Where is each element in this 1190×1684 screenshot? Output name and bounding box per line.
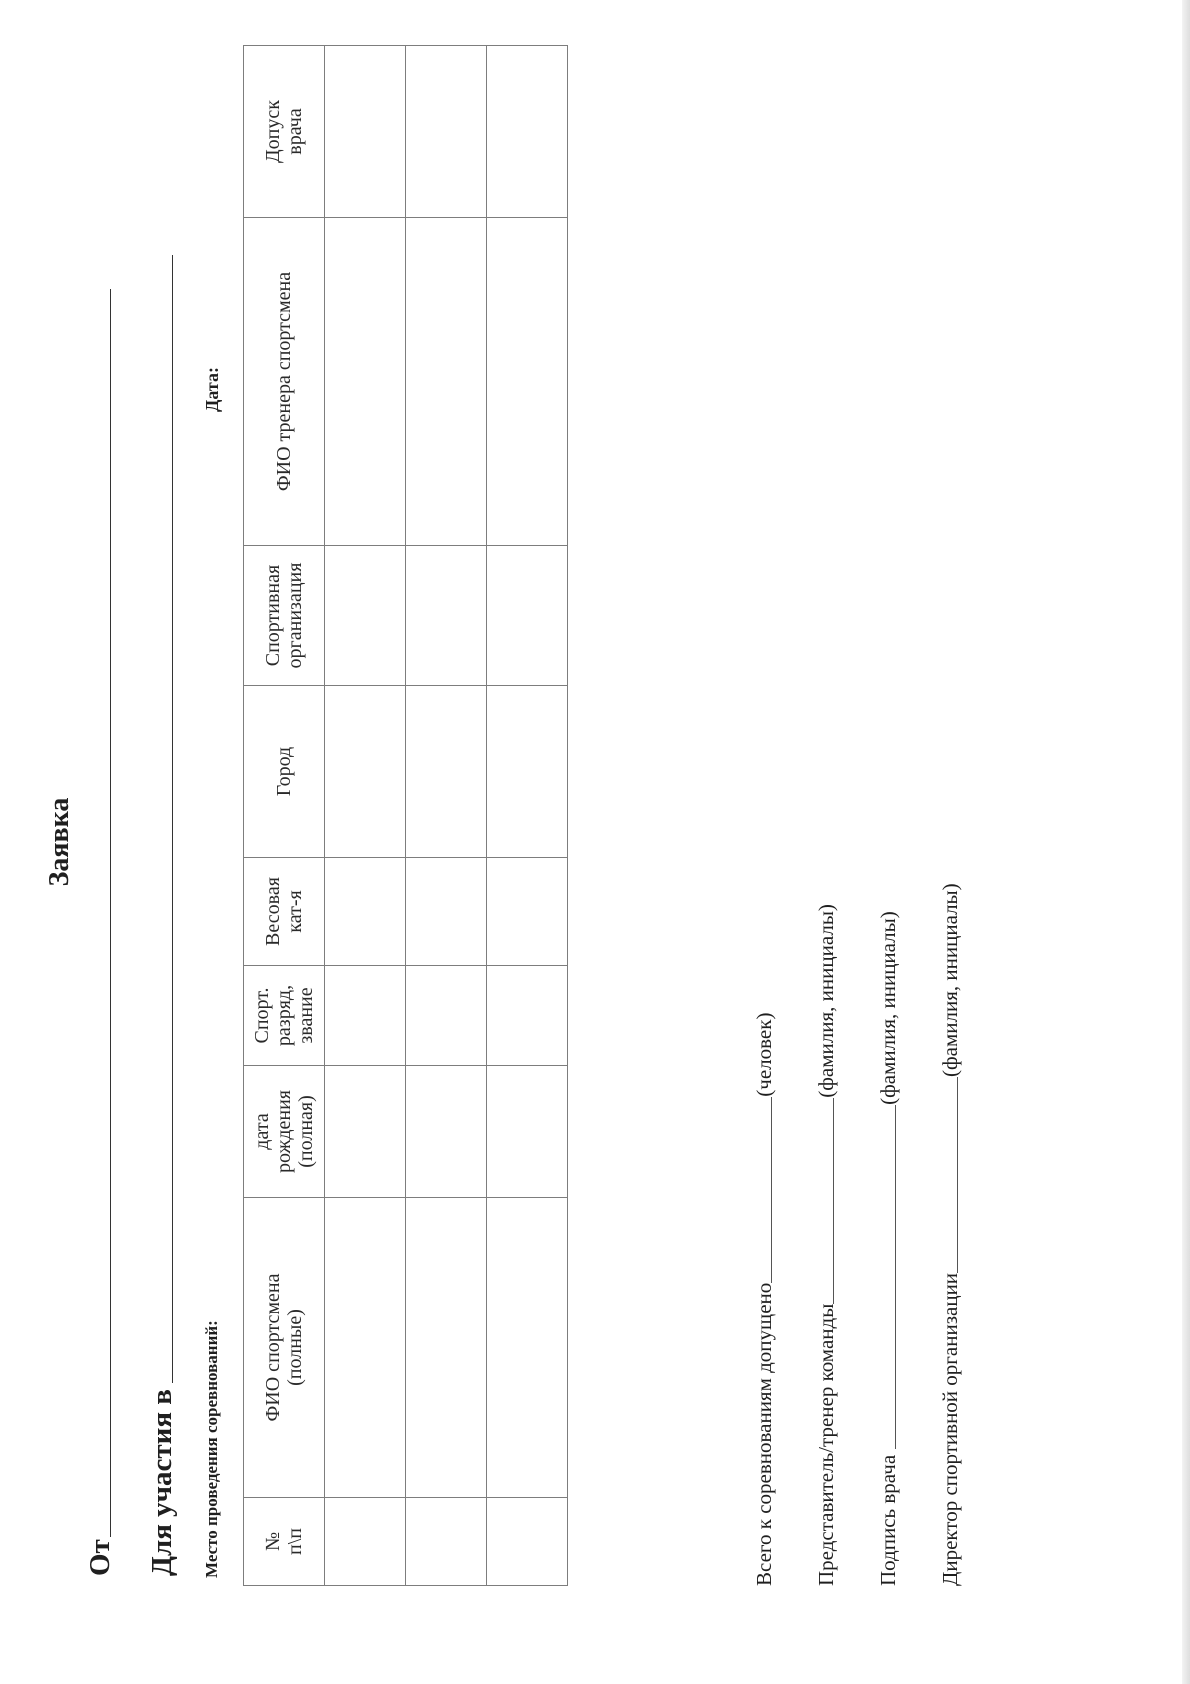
table-cell[interactable] xyxy=(487,46,568,218)
table-cell[interactable] xyxy=(325,46,406,218)
header-cell: ФИО спортсмена (полные) xyxy=(244,1198,325,1498)
table-cell[interactable] xyxy=(325,686,406,858)
doctor-label: Подпись врача xyxy=(876,1454,900,1586)
table-cell[interactable] xyxy=(325,546,406,686)
representative-input-line[interactable] xyxy=(833,1098,834,1304)
table-cell[interactable] xyxy=(487,686,568,858)
header-cell: № п\п xyxy=(244,1498,325,1586)
table-cell[interactable] xyxy=(487,1198,568,1498)
doctor-signature-line xyxy=(876,911,901,1586)
table-cell[interactable] xyxy=(325,218,406,546)
table-cell[interactable] xyxy=(487,858,568,966)
header-cell: ФИО тренера спортсмена xyxy=(244,218,325,546)
director-label: Директор спортивной организации xyxy=(938,1272,962,1586)
from-input-line[interactable] xyxy=(110,289,111,1537)
director-line xyxy=(938,883,963,1586)
venue-label: Место проведения соревнований: xyxy=(202,1320,221,1578)
doctor-suffix: (фамилия, инициалы) xyxy=(876,911,900,1105)
representative-suffix: (фамилия, инициалы) xyxy=(814,904,838,1098)
table-cell[interactable] xyxy=(406,858,487,966)
participants-table xyxy=(243,45,568,1586)
table-row xyxy=(406,46,487,1586)
table-row xyxy=(325,46,406,1586)
participation-input-line[interactable] xyxy=(172,255,173,1383)
from-field xyxy=(84,289,117,1576)
participation-label: Для участия в xyxy=(146,1389,178,1576)
representative-label: Представитель/тренер команды xyxy=(814,1303,838,1586)
header-cell: Спортивная организация xyxy=(244,546,325,686)
table-cell[interactable] xyxy=(406,1498,487,1586)
table-cell[interactable] xyxy=(487,1066,568,1198)
table-cell[interactable] xyxy=(325,1498,406,1586)
table-cell[interactable] xyxy=(487,1498,568,1586)
table-cell[interactable] xyxy=(406,686,487,858)
from-label: От xyxy=(84,1539,116,1576)
page-title: Заявка xyxy=(44,797,75,887)
director-suffix: (фамилия, инициалы) xyxy=(938,883,962,1077)
table-cell[interactable] xyxy=(406,966,487,1066)
table-cell[interactable] xyxy=(325,858,406,966)
doctor-input-line[interactable] xyxy=(895,1105,896,1449)
header-cell: Весовая кат-я xyxy=(244,858,325,966)
table-cell[interactable] xyxy=(406,46,487,218)
director-input-line[interactable] xyxy=(957,1077,958,1273)
total-admitted-line xyxy=(752,1013,777,1586)
table-cell[interactable] xyxy=(487,966,568,1066)
table-cell[interactable] xyxy=(406,1066,487,1198)
header-cell: Допуск врача xyxy=(244,46,325,218)
total-admitted-input-line[interactable] xyxy=(771,1097,772,1283)
table-cell[interactable] xyxy=(325,966,406,1066)
header-cell: дата рождения (полная) xyxy=(244,1066,325,1198)
representative-line xyxy=(814,904,839,1586)
table-cell[interactable] xyxy=(325,1198,406,1498)
table-cell[interactable] xyxy=(325,1066,406,1198)
total-admitted-label: Всего к соревнованиям допущено xyxy=(752,1282,776,1586)
table-header-row xyxy=(244,46,325,1586)
table-cell[interactable] xyxy=(406,546,487,686)
date-label: Дата: xyxy=(202,367,222,412)
header-cell: Спорт. разряд, звание xyxy=(244,966,325,1066)
table-cell[interactable] xyxy=(487,546,568,686)
table-cell[interactable] xyxy=(406,218,487,546)
table-cell[interactable] xyxy=(487,218,568,546)
table-cell[interactable] xyxy=(406,1198,487,1498)
participation-field xyxy=(146,255,179,1576)
total-admitted-suffix: (человек) xyxy=(752,1012,776,1097)
table-row xyxy=(487,46,568,1586)
header-cell: Город xyxy=(244,686,325,858)
